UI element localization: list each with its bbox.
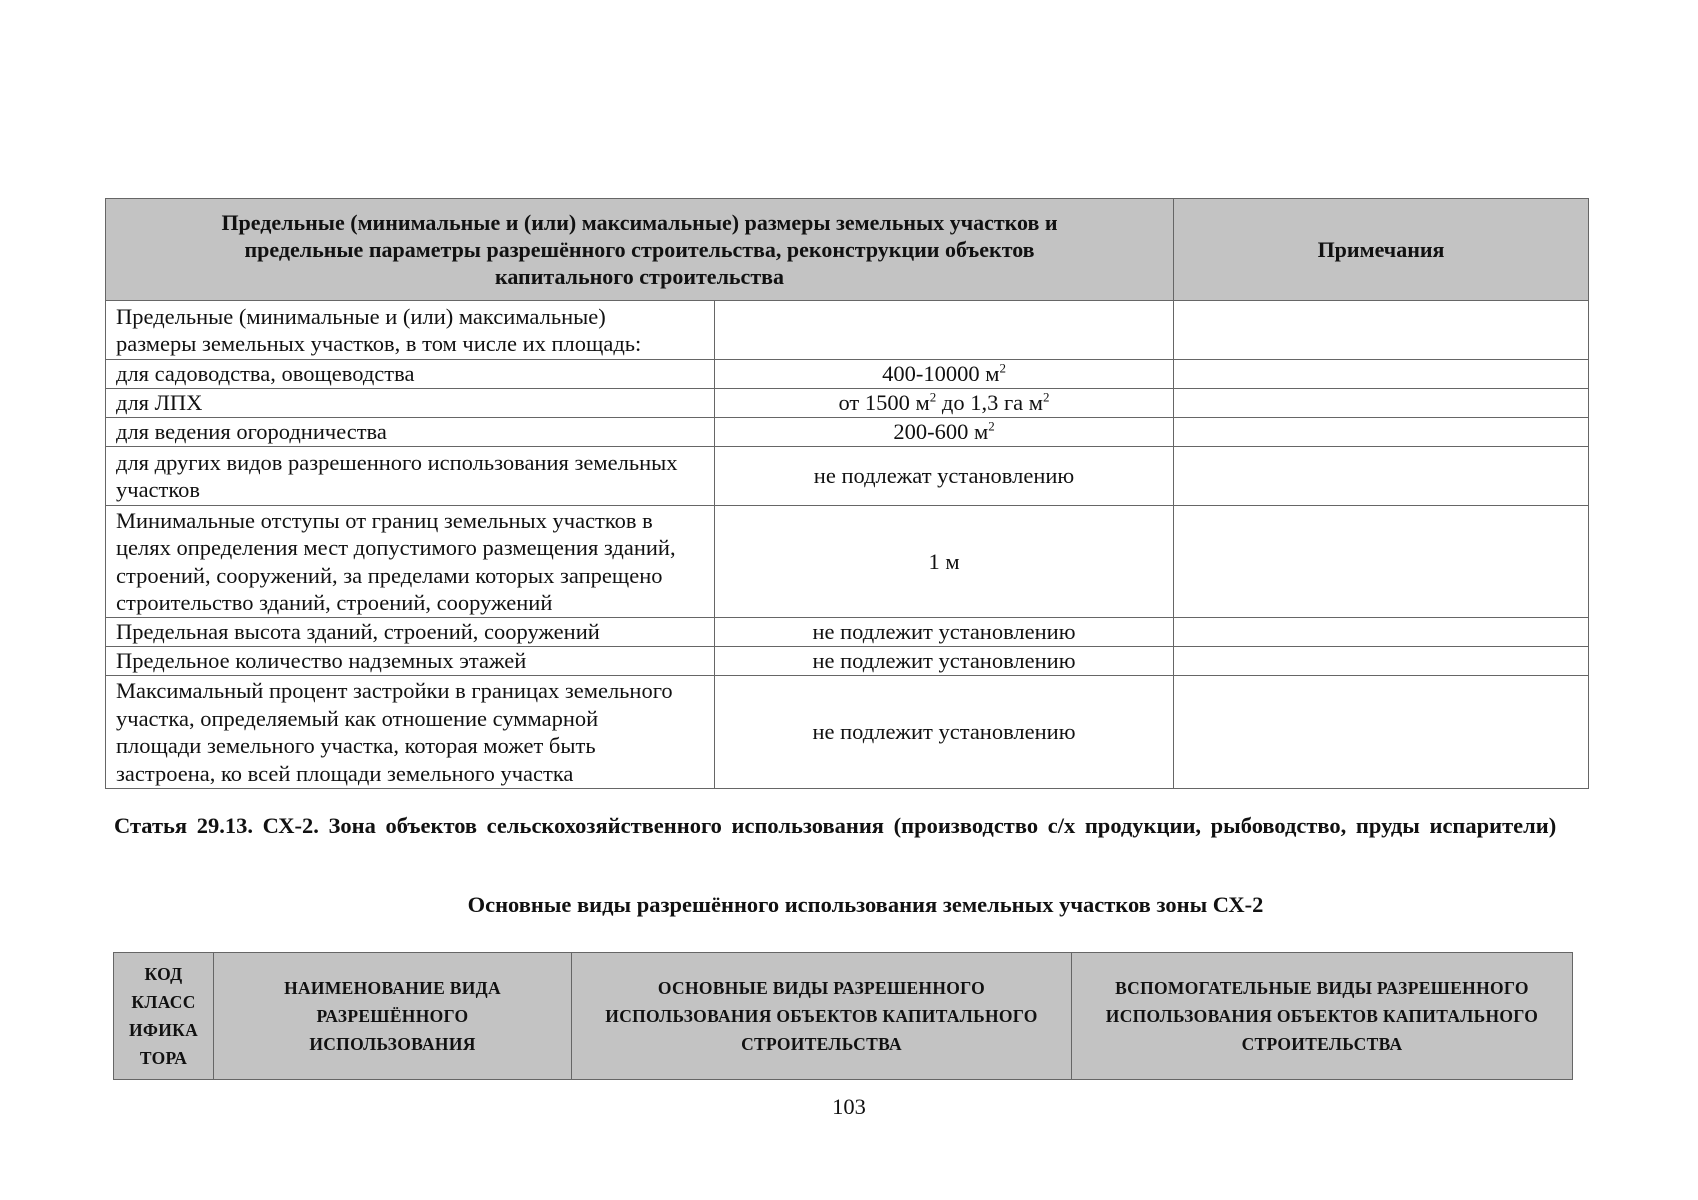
value-cell bbox=[715, 360, 1174, 389]
notes-cell bbox=[1174, 389, 1589, 418]
param-cell bbox=[106, 447, 715, 506]
param-line: размеры земельных участков, в том числе их площадь: bbox=[116, 331, 642, 356]
table-row bbox=[106, 447, 1589, 506]
page-number: 103 bbox=[832, 1094, 866, 1119]
param-line: строительство зданий, строений, сооружений bbox=[116, 590, 553, 615]
param-line: для других видов разрешенного использования земельных bbox=[116, 449, 678, 475]
value-cell: не подлежит установлению bbox=[715, 647, 1174, 676]
notes-cell bbox=[1174, 506, 1589, 618]
param-cell: Предельная высота зданий, строений, сооружений bbox=[106, 618, 715, 647]
header-line: ВСПОМОГАТЕЛЬНЫЕ ВИДЫ РАЗРЕШЕННОГО bbox=[1115, 978, 1529, 998]
superscript: 2 bbox=[988, 418, 995, 434]
param-line: Минимальные отступы от границ земельных участков в bbox=[116, 507, 653, 533]
value-cell: не подлежит установлению bbox=[715, 676, 1174, 789]
section-subtitle bbox=[105, 891, 1698, 919]
permitted-use-table bbox=[113, 952, 1573, 1080]
notes-cell bbox=[1174, 360, 1589, 389]
notes-cell bbox=[1174, 618, 1589, 647]
header-code-column bbox=[114, 953, 214, 1080]
header-line: СТРОИТЕЛЬСТВА bbox=[1241, 1034, 1403, 1054]
value-cell bbox=[715, 389, 1174, 418]
header-line: предельные параметры разрешённого строительства, реконструкции объектов bbox=[244, 237, 1035, 262]
param-line: площади земельного участка, которая может быть bbox=[116, 733, 596, 758]
param-line: участков bbox=[116, 477, 201, 502]
header-line: ИСПОЛЬЗОВАНИЯ ОБЪЕКТОВ КАПИТАЛЬНОГО bbox=[1105, 1006, 1539, 1026]
value-cell bbox=[715, 301, 1174, 360]
table-row bbox=[106, 676, 1589, 789]
notes-cell bbox=[1174, 447, 1589, 506]
table-row bbox=[106, 506, 1589, 618]
header-line: ИСПОЛЬЗОВАНИЯ ОБЪЕКТОВ КАПИТАЛЬНОГО bbox=[605, 1006, 1038, 1026]
notes-cell bbox=[1174, 676, 1589, 789]
table-row bbox=[106, 418, 1589, 447]
limits-header-notes: Примечания bbox=[1174, 199, 1589, 301]
table-row bbox=[106, 360, 1589, 389]
value-cell: не подлежит установлению bbox=[715, 618, 1174, 647]
param-cell: Предельное количество надземных этажей bbox=[106, 647, 715, 676]
param-line: целях определения мест допустимого размещения зданий, bbox=[116, 535, 676, 560]
param-line: Предельные (минимальные и (или) максимальные) bbox=[116, 303, 606, 329]
param-cell bbox=[106, 301, 715, 360]
value-text: до 1,3 га м bbox=[936, 390, 1044, 416]
header-name-column bbox=[214, 953, 572, 1080]
header-line: ИФИКА bbox=[128, 1020, 199, 1040]
superscript: 2 bbox=[929, 389, 937, 405]
value-cell: не подлежат установлению bbox=[715, 447, 1174, 506]
notes-cell bbox=[1174, 647, 1589, 676]
header-line: ОСНОВНЫЕ ВИДЫ РАЗРЕШЕННОГО bbox=[657, 978, 986, 998]
header-line: СТРОИТЕЛЬСТВА bbox=[741, 1034, 902, 1054]
param-line: Максимальный процент застройки в границах земельного bbox=[116, 678, 673, 703]
table-row bbox=[106, 647, 1589, 676]
header-line: ИСПОЛЬЗОВАНИЯ bbox=[309, 1034, 476, 1054]
header-line: капитального строительства bbox=[494, 264, 785, 289]
table-row bbox=[106, 389, 1589, 418]
value-cell bbox=[715, 418, 1174, 447]
notes-cell bbox=[1174, 301, 1589, 360]
value-text: от 1500 м bbox=[838, 390, 930, 416]
limits-header-params bbox=[106, 199, 1174, 301]
header-main-types-column bbox=[572, 953, 1072, 1080]
superscript: 2 bbox=[999, 360, 1006, 376]
limits-table bbox=[105, 198, 1589, 789]
notes-cell bbox=[1174, 418, 1589, 447]
header-line: РАЗРЕШЁННОГО bbox=[316, 1006, 469, 1026]
param-cell: для садоводства, овощеводства bbox=[106, 360, 715, 389]
header-aux-types-column bbox=[1072, 953, 1573, 1080]
section-subtitle-text: Основные виды разрешённого использования земельных участков зоны СХ-2 bbox=[467, 892, 1264, 917]
table-row bbox=[106, 301, 1589, 360]
article-title: Статья 29.13. СХ-2. Зона объектов сельскохозяйственного использования (производство с/х продукции, рыбоводство, пруды испарители) bbox=[114, 813, 1557, 838]
param-cell bbox=[106, 676, 715, 789]
value-text: 400-10000 м bbox=[882, 361, 1000, 387]
limits-header-row bbox=[106, 199, 1589, 301]
header-line: НАИМЕНОВАНИЕ ВИДА bbox=[284, 978, 501, 998]
param-line: строений, сооружений, за пределами которых запрещено bbox=[116, 562, 663, 588]
value-text: 200-600 м bbox=[893, 419, 989, 445]
header-line: КЛАСС bbox=[131, 992, 196, 1012]
header-line: ТОРА bbox=[139, 1048, 188, 1068]
param-line: застроена, ко всей площади земельного участка bbox=[116, 760, 574, 786]
permitted-use-header-row bbox=[114, 953, 1573, 1080]
superscript: 2 bbox=[1043, 389, 1050, 405]
param-cell: для ведения огородничества bbox=[106, 418, 715, 447]
value-cell: 1 м bbox=[715, 506, 1174, 618]
param-cell bbox=[106, 506, 715, 618]
header-line: Предельные (минимальные и (или) максимальные) размеры земельных участков и bbox=[221, 210, 1058, 235]
param-line: участка, определяемый как отношение суммарной bbox=[116, 705, 599, 731]
header-line: КОД bbox=[144, 964, 183, 984]
param-cell: для ЛПХ bbox=[106, 389, 715, 418]
table-row bbox=[106, 618, 1589, 647]
